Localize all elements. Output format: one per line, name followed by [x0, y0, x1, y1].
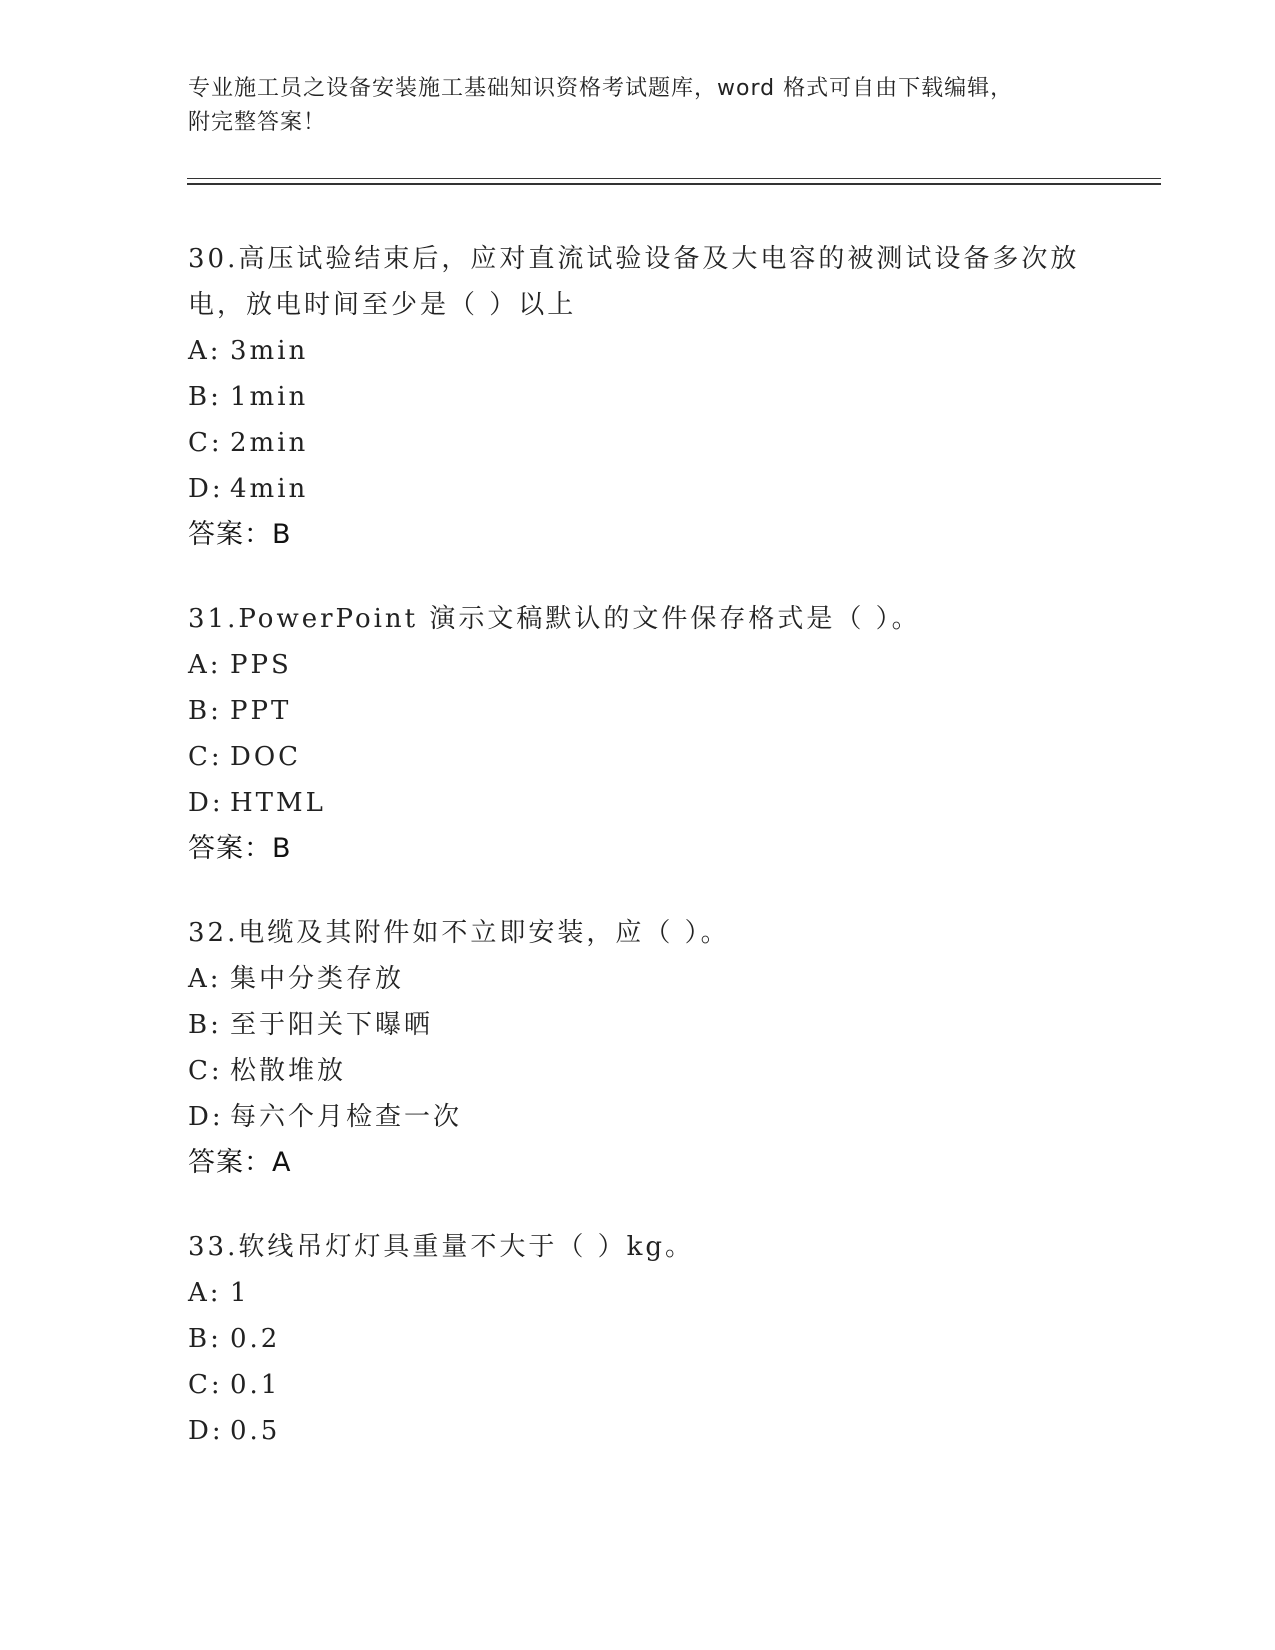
option-text: 0.5: [230, 1416, 281, 1446]
option-text: 2min: [230, 428, 309, 458]
option-b: [188, 374, 1088, 420]
option-text: 1min: [230, 382, 309, 412]
option-a: [188, 642, 1088, 688]
option-text: PPT: [230, 696, 292, 726]
option-letter: B:: [188, 696, 222, 726]
option-letter: A:: [188, 1278, 222, 1308]
option-text: PPS: [230, 650, 292, 680]
option-text: 1: [230, 1278, 250, 1308]
question-stem: 33.软线吊灯灯具重量不大于（ ）kg。: [188, 1232, 695, 1262]
option-text: 集中分类存放: [230, 964, 405, 994]
header-divider-thin: [187, 178, 1161, 179]
option-text: 至于阳关下曝晒: [230, 1010, 434, 1040]
option-text: 4min: [230, 474, 309, 504]
header-line-1: 专业施工员之设备安装施工基础知识资格考试题库，word 格式可自由下载编辑，: [188, 76, 1014, 101]
option-letter: B:: [188, 1324, 222, 1354]
option-letter: A:: [188, 964, 222, 994]
answer-line: 答案：B: [188, 519, 292, 550]
option-text: 松散堆放: [230, 1056, 347, 1086]
question-30: [188, 236, 1088, 558]
option-c: [188, 420, 1088, 466]
option-d: [188, 1094, 1088, 1140]
option-text: 每六个月检查一次: [230, 1102, 463, 1132]
option-text: 0.1: [230, 1370, 281, 1400]
option-text: 3min: [230, 336, 309, 366]
option-d: [188, 1408, 1088, 1454]
option-b: [188, 688, 1088, 734]
option-letter: B:: [188, 1010, 222, 1040]
option-d: [188, 466, 1088, 512]
question-list: [188, 236, 1088, 1492]
option-text: DOC: [230, 742, 302, 772]
option-letter: C:: [188, 742, 223, 772]
option-c: [188, 1048, 1088, 1094]
question-32: [188, 910, 1088, 1186]
option-a: [188, 956, 1088, 1002]
option-text: 0.2: [230, 1324, 281, 1354]
option-letter: D:: [188, 474, 224, 504]
option-letter: C:: [188, 1370, 223, 1400]
question-31: [188, 596, 1088, 872]
option-letter: D:: [188, 788, 224, 818]
option-a: [188, 328, 1088, 374]
question-stem: 30.高压试验结束后，应对直流试验设备及大电容的被测试设备多次放: [188, 244, 1080, 274]
option-a: [188, 1270, 1088, 1316]
option-b: [188, 1002, 1088, 1048]
question-stem: 32.电缆及其附件如不立即安装，应（ ）。: [188, 918, 730, 948]
option-letter: D:: [188, 1416, 224, 1446]
answer-line: 答案：A: [188, 1147, 292, 1178]
question-stem-continued: 电，放电时间至少是（ ）以上: [188, 290, 577, 320]
option-c: [188, 1362, 1088, 1408]
option-letter: B:: [188, 382, 222, 412]
answer-line: 答案：B: [188, 833, 292, 864]
option-b: [188, 1316, 1088, 1362]
option-letter: D:: [188, 1102, 224, 1132]
option-letter: C:: [188, 428, 223, 458]
option-letter: A:: [188, 650, 222, 680]
option-c: [188, 734, 1088, 780]
option-d: [188, 780, 1088, 826]
header-divider-thick: [187, 183, 1161, 185]
option-letter: C:: [188, 1056, 223, 1086]
question-33: [188, 1224, 1088, 1454]
header-line-2: 附完整答案！: [188, 110, 327, 135]
option-text: HTML: [230, 788, 326, 818]
question-stem: 31.PowerPoint 演示文稿默认的文件保存格式是（ ）。: [188, 604, 921, 634]
document-header: [188, 72, 1088, 140]
option-letter: A:: [188, 336, 222, 366]
